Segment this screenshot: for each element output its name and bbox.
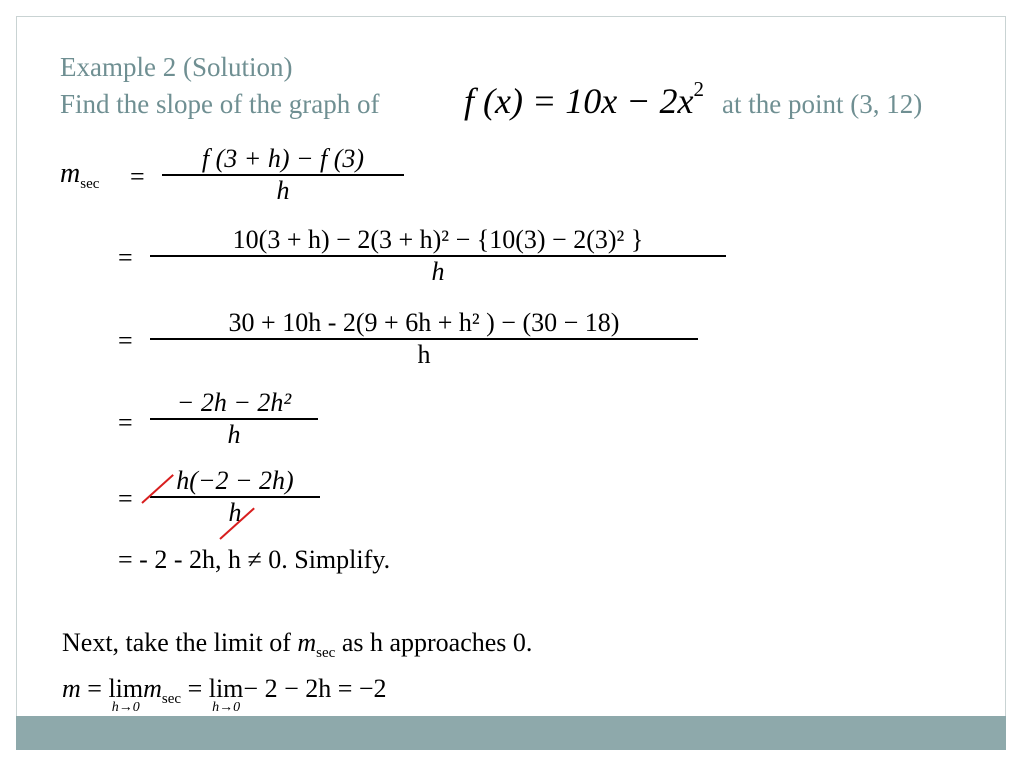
msec-sub-inline: sec: [316, 645, 336, 661]
lim-subscript: h→0: [111, 700, 140, 715]
limit-eq2: =: [187, 674, 203, 703]
simplified-result: = - 2 - 2h, h ≠ 0. Simplify.: [118, 545, 391, 574]
next-step-text: [62, 628, 533, 661]
limit-msec-m: m: [143, 674, 162, 703]
fraction-step-4: [150, 388, 318, 450]
function-expression-text: f (x) = 10x − 2x: [464, 81, 694, 121]
next-step-text-end: as h approaches 0.: [341, 628, 533, 657]
slide-subtitle-suffix: at the point (3, 12): [722, 89, 923, 119]
equals-sign: =: [118, 484, 133, 513]
fraction-numerator: h(−2 − 2h): [176, 466, 294, 495]
function-exponent: 2: [693, 77, 704, 101]
limit-equation: [62, 674, 387, 715]
fraction-denominator: h: [227, 419, 241, 449]
lim-word: lim: [208, 674, 244, 703]
limit-operator-2: [208, 674, 244, 715]
next-step-text-start: Next, take the limit of: [62, 628, 291, 657]
fraction-step-5: [150, 466, 320, 528]
equals-sign: =: [130, 162, 145, 191]
function-expression: [464, 77, 704, 122]
slide-subtitle-prefix: Find the slope of the graph of: [60, 89, 380, 119]
limit-eq1: =: [87, 674, 102, 703]
msec-m: m: [60, 158, 81, 189]
msec-m-inline: m: [297, 628, 317, 657]
fraction-denominator: h: [276, 175, 290, 205]
equals-sign: =: [118, 408, 133, 437]
slide-title: Example 2 (Solution): [60, 52, 293, 82]
limit-m: m: [62, 674, 81, 703]
fraction-denominator: h: [228, 497, 242, 527]
limit-tail: − 2 − 2h = −2: [243, 674, 387, 703]
msec-sub: sec: [80, 176, 100, 192]
fraction-step-3: [150, 308, 698, 370]
fraction-denominator: h: [431, 256, 445, 286]
msec-label: [60, 158, 99, 190]
equals-sign: =: [118, 243, 133, 272]
lim-word: lim: [108, 674, 144, 703]
fraction-step-2: [150, 225, 726, 287]
equals-sign: =: [118, 326, 133, 355]
fraction-numerator: 30 + 10h - 2(9 + 6h + h² ) − (30 − 18): [228, 308, 620, 337]
fraction-step-1: [162, 144, 404, 206]
limit-msec-sub: sec: [161, 691, 182, 707]
lim-subscript: h→0: [212, 700, 241, 715]
fraction-denominator: h: [417, 339, 431, 369]
fraction-numerator: f (3 + h) − f (3): [201, 144, 365, 173]
footer-bar: [16, 716, 1006, 750]
fraction-numerator: 10(3 + h) − 2(3 + h)² − {10(3) − 2(3)² }: [232, 225, 644, 254]
fraction-numerator: − 2h − 2h²: [176, 388, 292, 417]
limit-operator-1: [108, 674, 144, 715]
